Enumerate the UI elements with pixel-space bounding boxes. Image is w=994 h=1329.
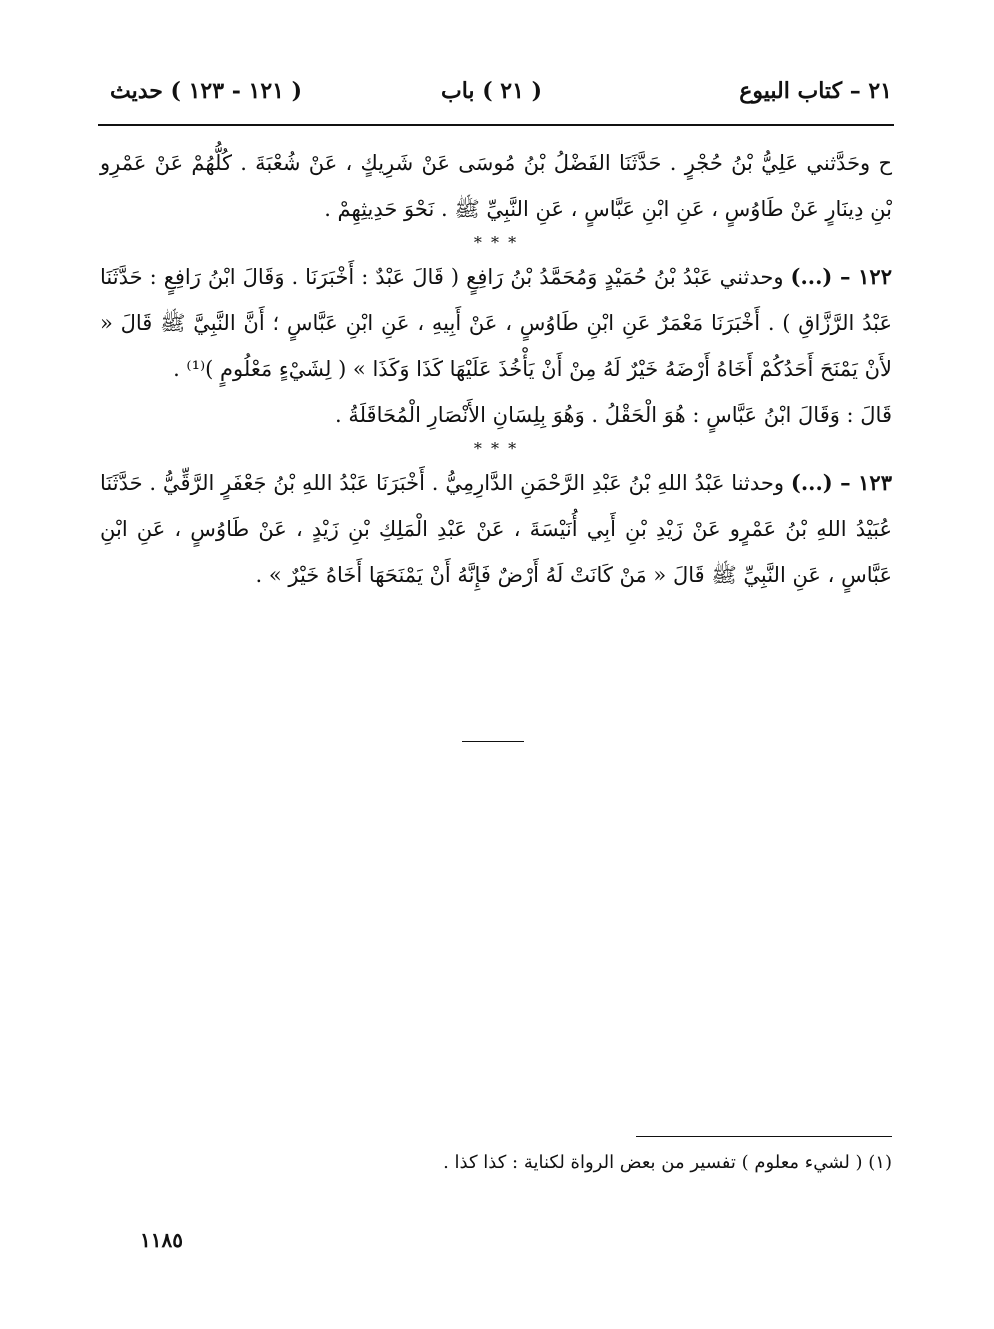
chapter-title: ٢١ – كتاب البيوع [739, 78, 892, 104]
footnote-divider [636, 1136, 892, 1137]
bab-number: ( ٢١ ) باب [441, 78, 542, 104]
hadith-123 [100, 460, 892, 598]
section-separator: * * * [473, 233, 519, 252]
hadith-122-text: وحدثني عَبْدُ بْنُ حُمَيْدٍ وَمُحَمَّدُ بْنُ رَافِعٍ ( قَالَ عَبْدٌ : أَخْبَرَنَا . وَقَالَ ابْنُ رَافِعٍ : حَدَّثَنَا عَبْدُ الرَّزَّاقِ ) . أَخْبَرَنَا مَعْمَرٌ عَنِ ابْنِ طَاوُسٍ ، عَنْ أَبِيهِ ، عَنِ ابْنِ عَبَّاسٍ ؛ أَنَّ النَّبِيَّ ﷺ قَالَ « لأَنْ يَمْنَحَ أَحَدُكُمْ أَخَاهُ أَرْضَهُ خَيْرٌ لَهُ مِنْ أَنْ يَأْخُذَ عَلَيْهَا كَذَا وَكَذَا » ( لِشَيْءٍ مَعْلُومٍ )⁽¹⁾ . [100, 265, 892, 381]
header-divider [98, 124, 894, 126]
hadith-123-number: ١٢٣ – (...) [790, 470, 892, 495]
section-separator: * * * [473, 439, 519, 458]
main-text [100, 140, 892, 598]
hadith-123-text: وحدثنا عَبْدُ اللهِ بْنُ عَبْدِ الرَّحْمَنِ الدَّارِمِيُّ . أَخْبَرَنَا عَبْدُ اللهِ بْنُ جَعْفَرٍ الرَّقِّيُّ . حَدَّثَنَا عُبَيْدُ اللهِ بْنُ عَمْرٍو عَنْ زَيْدِ بْنِ أَبِي أُنَيْسَةَ ، عَنْ عَبْدِ الْمَلِكِ بْنِ زَيْدٍ ، عَنْ طَاوُسٍ ، عَنِ ابْنِ عَبَّاسٍ ، عَنِ النَّبِيِّ ﷺ قَالَ « مَنْ كَانَتْ لَهُ أَرْضٌ فَإِنَّهُ أَنْ يَمْنَحَهَا أَخَاهُ خَيْرٌ » . [100, 471, 892, 587]
hadith-122 [100, 254, 892, 392]
hadith-122-number: ١٢٢ – (...) [790, 264, 892, 289]
hadith-122-note: قَالَ : وَقَالَ ابْنُ عَبَّاسٍ : هُوَ الْحَقْلُ . وَهُوَ بِلِسَانِ الأَنْصَارِ الْمُحَاقَلَةُ . [334, 403, 892, 427]
running-header [100, 78, 892, 118]
paragraph-chain-of-narration: ح وحَدَّثني عَلِيُّ بْنُ حُجْرٍ . حَدَّثَنَا الفَضْلُ بْنُ مُوسَى عَنْ شَرِيكٍ ، عَنْ شُعْبَةَ . كُلُّهُمْ عَنْ عَمْرِو بْنِ دِينَارٍ عَنْ طَاوُسٍ ، عَنِ ابْنِ عَبَّاسٍ ، عَنِ النَّبِيِّ ﷺ . نَحْوَ حَدِيثِهِمْ . [100, 151, 892, 221]
footnote: (١) ( لشيء معلوم ) تفسير من بعض الرواة لكناية : كذا كذا . [443, 1152, 892, 1173]
hadith-range: ( ١٢١ - ١٢٣ ) حديث [110, 78, 303, 104]
end-of-section-rule [462, 741, 524, 742]
page-number: ١١٨٥ [140, 1228, 183, 1252]
